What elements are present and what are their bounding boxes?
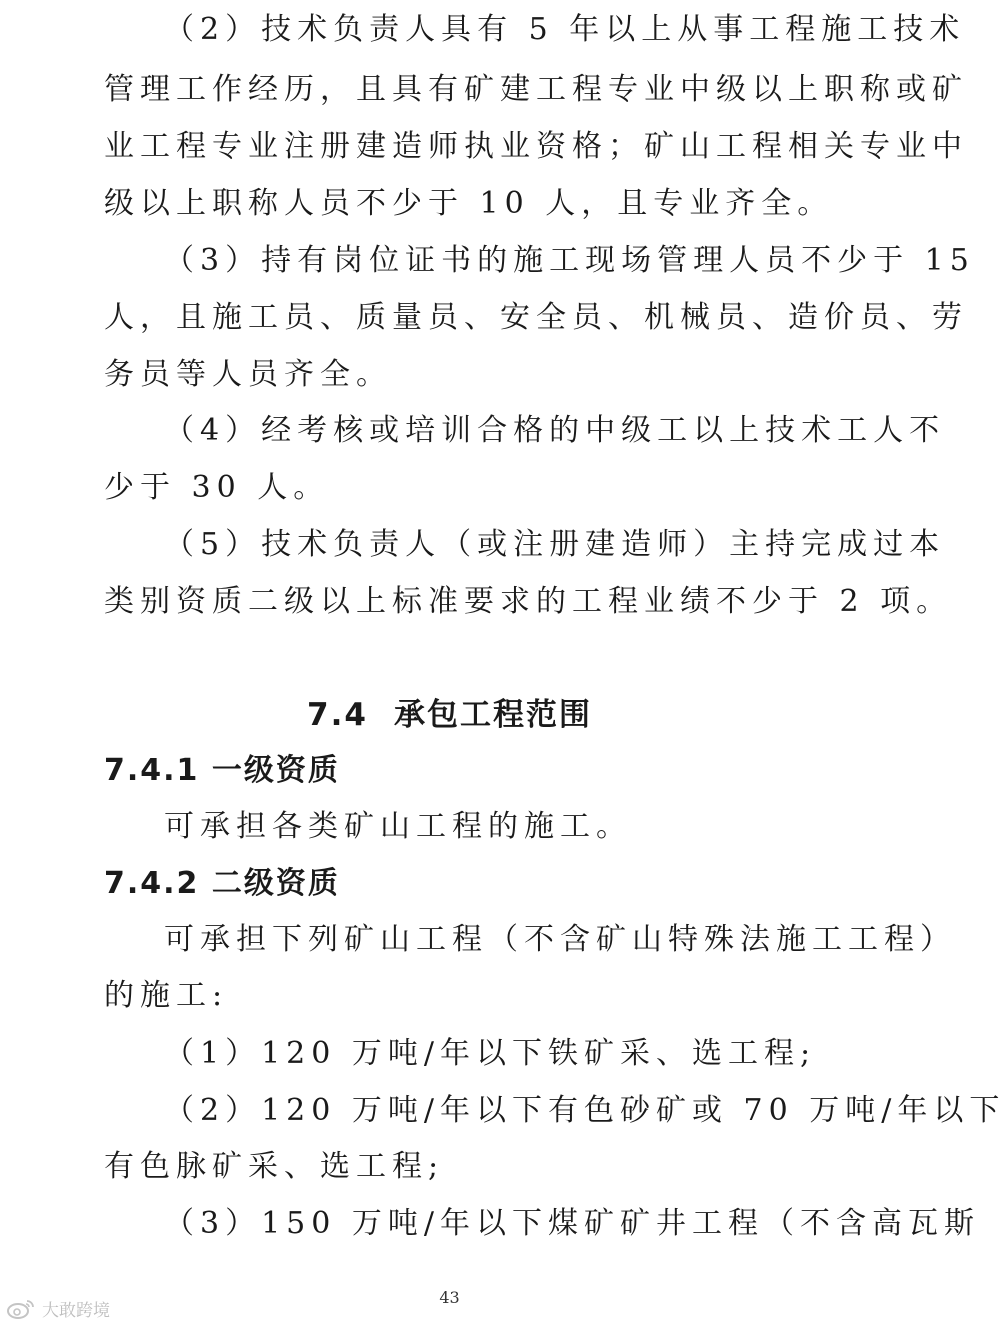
weibo-logo-icon	[6, 1298, 36, 1320]
list-item: （2）120 万吨/年以下有色砂矿或 70 万吨/年以下	[164, 1093, 1005, 1128]
section-number: 7.4	[307, 697, 368, 733]
paragraph-line: 少于 30 人。	[104, 470, 330, 505]
page-number: 43	[439, 1288, 460, 1307]
paragraph-line: （3）持有岗位证书的施工现场管理人员不少于 15	[164, 243, 975, 278]
subsection-heading: 7.4.1 一级资质	[104, 753, 340, 788]
section-title: 承包工程范围	[393, 697, 592, 733]
watermark	[6, 1296, 110, 1321]
paragraph-line: 类别资质二级以上标准要求的工程业绩不少于 2 项。	[104, 584, 953, 619]
paragraph-line: 务员等人员齐全。	[104, 357, 392, 392]
paragraph-line: 业工程专业注册建造师执业资格；矿山工程相关专业中	[104, 129, 968, 164]
paragraph-line: 人，且施工员、质量员、安全员、机械员、造价员、劳	[104, 300, 968, 335]
paragraph-line: （4）经考核或培训合格的中级工以上技术工人不	[164, 413, 946, 448]
list-item: （1）120 万吨/年以下铁矿采、选工程;	[164, 1036, 817, 1071]
paragraph-line: （2）技术负责人具有 5 年以上从事工程施工技术	[164, 12, 966, 47]
paragraph-line: 管理工作经历，且具有矿建工程专业中级以上职称或矿	[104, 72, 968, 107]
subsection-heading: 7.4.2 二级资质	[104, 866, 340, 901]
list-item-continuation: 有色脉矿采、选工程;	[104, 1149, 445, 1184]
list-item: （3）150 万吨/年以下煤矿矿井工程（不含高瓦斯	[164, 1206, 980, 1241]
paragraph-line: 级以上职称人员不少于 10 人，且专业齐全。	[104, 186, 834, 221]
paragraph-line: （5）技术负责人（或注册建造师）主持完成过本	[164, 527, 946, 562]
section-heading	[0, 697, 899, 733]
paragraph-line: 可承担各类矿山工程的施工。	[164, 809, 632, 844]
watermark-text: 大敢跨境	[42, 1301, 110, 1321]
paragraph-line: 的施工:	[104, 978, 229, 1013]
paragraph-line: 可承担下列矿山工程（不含矿山特殊法施工工程）	[164, 922, 956, 957]
